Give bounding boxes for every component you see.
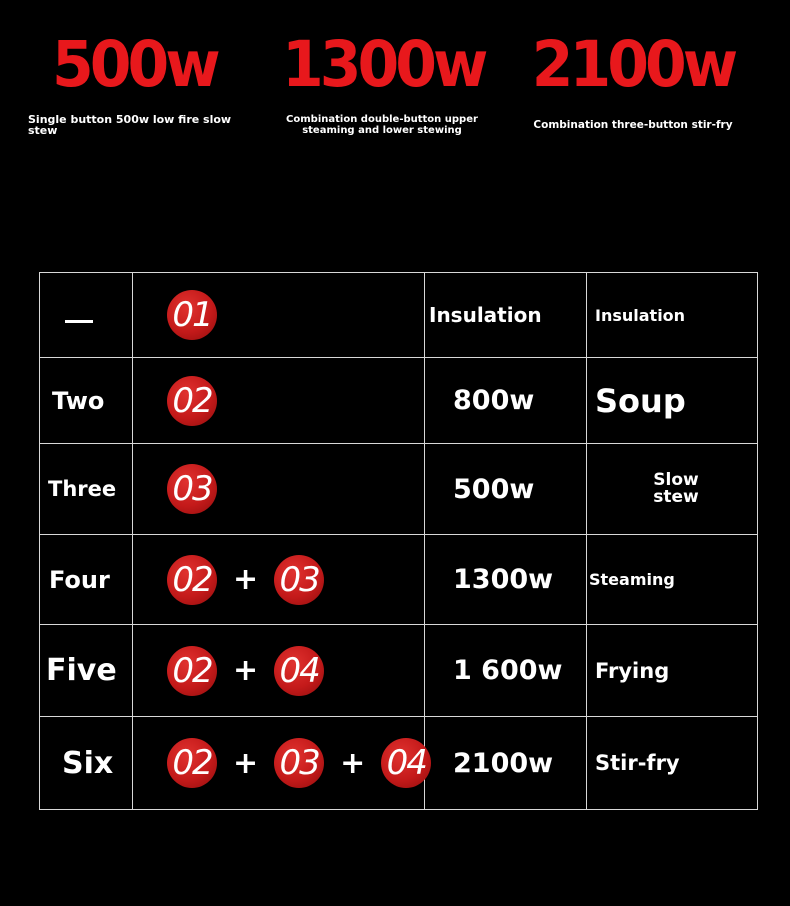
function-cell: Soup [587,358,758,444]
button-combo [133,625,425,717]
plus-sign: + [233,562,259,597]
mode-table [39,272,758,810]
function-cell: Steaming [587,535,758,625]
plus-sign: + [340,745,366,781]
table-row [40,717,758,810]
function-cell: Frying [587,625,758,717]
power-value: 1300w [282,28,485,102]
row-label: Five [40,625,133,717]
function-text: Slow stew [653,470,699,507]
power-cell: 800w [425,358,587,444]
function-cell [587,444,758,535]
row-label: Six [40,717,133,810]
button-badge: 02 [167,646,217,696]
table-row [40,358,758,444]
power-block-2100w [528,30,738,131]
power-header [0,0,790,260]
power-cell: 1300w [425,535,587,625]
button-combo [133,444,425,535]
table-row [40,444,758,535]
button-badge: 02 [167,376,217,426]
button-combo [133,273,425,358]
button-badge: 03 [167,464,217,514]
power-description: Combination double-button upper steaming and lower stewing [286,114,478,136]
button-combo [133,535,425,625]
row-label: Four [40,535,133,625]
button-badge: 01 [167,290,217,340]
button-badge: 02 [167,738,217,788]
function-cell: Stir-fry [587,717,758,810]
dash-glyph [65,320,93,323]
button-badge: 03 [274,738,324,788]
row-label [40,273,133,358]
button-combo [133,358,425,444]
power-value: 2100w [531,28,735,102]
plus-sign: + [233,745,259,781]
button-badge: 04 [381,738,431,788]
plus-sign: + [233,653,259,688]
row-label: Two [40,358,133,444]
row-label: Three [40,444,133,535]
power-description: Combination three-button stir-fry [533,119,733,131]
table-row [40,273,758,358]
button-badge: 03 [274,555,324,605]
power-block-1300w [282,28,485,136]
power-block-500w [28,30,238,136]
button-combo [133,717,425,810]
power-cell: Insulation [425,273,587,358]
button-badge: 02 [167,555,217,605]
button-badge: 04 [274,646,324,696]
power-cell: 1 600w [425,625,587,717]
power-cell: 500w [425,444,587,535]
table-row [40,535,758,625]
power-value: 500w [52,28,217,102]
power-description: Single button 500w low fire slow stew [28,113,232,137]
table-row [40,625,758,717]
power-cell: 2100w [425,717,587,810]
function-cell: Insulation [587,273,758,358]
